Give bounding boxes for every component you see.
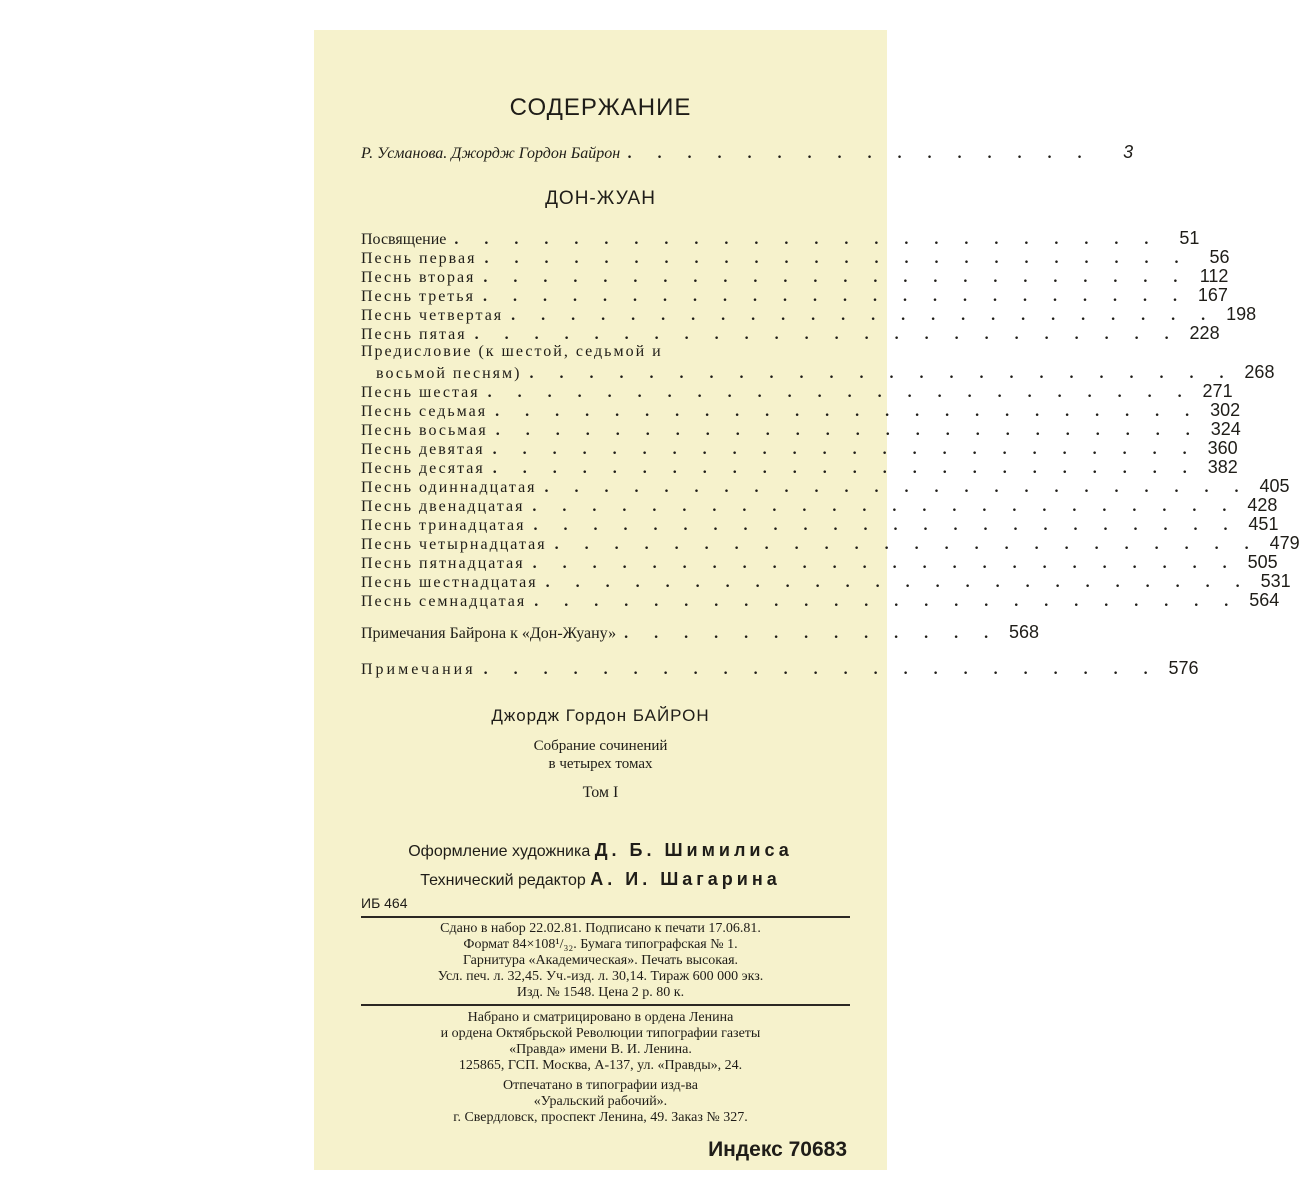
toc-label: Песнь третья [361,288,475,305]
toc-entry [361,266,1229,287]
tech-prefix: Технический редактор [420,872,586,889]
toc-page: 228 [1189,323,1220,343]
toc-entry [361,495,1278,516]
colophon-volume: Том I [582,784,619,801]
toc-label: Песнь семнадцатая [361,593,527,610]
toc-label: Примечания Байрона к «Дон-Жуану» [361,625,617,642]
toc-page: 479 [1269,533,1300,553]
print-line: «Уральский рабочий». [533,1094,668,1109]
design-name: Д. Б. Шимилиса [594,840,793,860]
toc-leader: . . . . . . . . . . . . . . . . . . . . . . . . [532,498,1238,515]
toc-leader: . . . . . . . . . . . . . . . . . . . . . . . . [492,441,1198,458]
toc-entry-notes [361,658,1199,679]
toc-page: 198 [1226,304,1257,324]
toc-leader: . . . . . . . . . . . . . . . . . . . . . . . . [529,365,1235,382]
toc-leader: . . . . . . . . . . . . . . . . . . . . . . . . [495,422,1201,439]
section-title: ДОН-ЖУАН [545,188,656,209]
toc-label: Песнь тринадцатая [361,517,526,534]
toc-label: Примечания [361,661,476,678]
toc-leader: . . . . . . . . . . . . . . . . . . . . . . . . [554,536,1260,553]
toc-label: Песнь двенадцатая [361,498,525,515]
toc-page: 51 [1179,228,1200,248]
print-line: Усл. печ. л. 32,45. Уч.-изд. л. 30,14. Тираж 600 000 экз. [437,969,764,984]
toc-label: Песнь десятая [361,460,485,477]
toc-page: 564 [1249,590,1280,610]
toc-leader: . . . . . . . . . . . . . [624,625,1000,642]
toc-entry [361,247,1230,268]
toc-entry [361,533,1300,554]
toc-entry [361,552,1278,573]
toc-leader: . . . . . . . . . . . . . . . . . . . . . . . . [534,593,1240,610]
print-line: Отпечатано в типографии изд-ва [503,1078,698,1093]
toc-page: 360 [1207,438,1238,458]
print-block-1 [314,921,887,1001]
colophon-series-line2: в четырех томах [548,756,653,772]
toc-entry-byron-notes [361,622,1040,643]
toc-entry [361,571,1291,592]
toc-leader: . . . . . . . . . . . . . . . . . . . . . . . . [483,269,1189,286]
toc-entry [361,228,1200,249]
toc-entry [361,304,1257,325]
toc-label: Р. Усманова. Джордж Гордон Байрон [361,145,621,162]
toc-entry [361,323,1220,344]
toc-label: Посвящение [361,231,447,248]
book-page [314,30,1300,1170]
toc-page: 3 [1123,142,1134,162]
toc-entry [361,400,1241,421]
toc-entry [361,590,1280,611]
toc-leader: . . . . . . . . . . . . . . . . . . . . . . . . [492,460,1198,477]
index-number: Индекс 70683 [708,1138,847,1161]
toc-entry [361,476,1290,497]
toc-leader: . . . . . . . . . . . . . . . . . . . . . . . . [487,384,1193,401]
print-line: 125865, ГСП. Москва, А-137, ул. «Правды», 24. [458,1058,743,1073]
print-line: Гарнитура «Академическая». Печать высокая. [462,953,739,968]
toc-leader: . . . . . . . . . . . . . . . . . . . . . . . . [533,517,1239,534]
toc-label: Песнь седьмая [361,403,488,420]
toc-page: 112 [1199,266,1229,286]
toc-entry [361,381,1233,402]
print-line: и ордена Октябрьской Революции типографии газеты [440,1026,761,1041]
toc-page: 167 [1197,285,1228,305]
toc-entry [361,285,1228,306]
toc-preface-line1: Предисловие (к шестой, седьмой и [361,343,663,360]
toc-page: 56 [1209,247,1230,267]
toc-page: 451 [1248,514,1279,534]
toc-entry [361,438,1238,459]
colophon-tech-editor [314,869,887,890]
print-line: Набрано и сматрицировано в ордена Ленина [467,1010,734,1025]
toc-page: 531 [1260,571,1291,591]
toc-entry [361,457,1238,478]
toc-page: 505 [1247,552,1278,572]
toc-page: 405 [1259,476,1290,496]
toc-page: 428 [1247,495,1278,515]
toc-entry-preface [376,362,1275,383]
toc-label: Песнь четвертая [361,307,504,324]
toc-label: Песнь восьмая [361,422,488,439]
toc-leader: . . . . . . . . . . . . . . . . . . . . . . . . [454,231,1160,248]
print-line: г. Свердловск, проспект Ленина, 49. Заказ № 327. [453,1110,748,1125]
print-line: Изд. № 1548. Цена 2 р. 80 к. [516,985,685,1000]
toc-page: 302 [1210,400,1241,420]
toc-label: Песнь шестнадцатая [361,574,538,591]
toc-label: Песнь шестая [361,384,480,401]
toc-page: 324 [1210,419,1241,439]
toc-label: Песнь одиннадцатая [361,479,537,496]
toc-leader: . . . . . . . . . . . . . . . . . . . . . . . . [545,574,1251,591]
toc-page: 382 [1207,457,1238,477]
toc-label: Песнь пятнадцатая [361,555,525,572]
contents-title: СОДЕРЖАНИЕ [509,94,692,121]
toc-entry-intro [361,142,1134,163]
toc-page: 568 [1009,622,1040,642]
toc-page: 576 [1168,658,1199,678]
toc-leader: . . . . . . . . . . . . . . . . . . . . . . . . [532,555,1238,572]
toc-leader: . . . . . . . . . . . . . . . . . . . . . . . . [484,250,1190,267]
toc-leader: . . . . . . . . . . . . . . . . . . . . . . . . [544,479,1250,496]
toc-label: Песнь девятая [361,441,485,458]
tech-name: А. И. Шагарина [590,869,781,889]
colophon-author: Джордж Гордон БАЙРОН [491,706,710,725]
colophon-series-line1: Собрание сочинений [533,738,668,754]
print-block-3 [314,1078,887,1126]
toc-page: 268 [1244,362,1275,382]
print-line: Сдано в набор 22.02.81. Подписано к печати 17.06.81. [440,921,761,936]
divider [361,1004,850,1006]
toc-page: 271 [1202,381,1233,401]
toc-label: Песнь пятая [361,326,467,343]
print-line: Формат 84×108¹/₃₂. Бумага типографская № 1. [463,937,738,952]
design-prefix: Оформление художника [408,843,591,860]
colophon-design [314,840,887,861]
toc-leader: . . . . . . . . . . . . . . . . . . . . . . . [483,661,1159,678]
print-block-2 [314,1010,887,1074]
toc-leader: . . . . . . . . . . . . . . . . [628,145,1094,162]
print-line: «Правда» имени В. И. Ленина. [509,1042,692,1057]
divider [361,916,850,918]
toc-label: Песнь четырнадцатая [361,536,547,553]
toc-leader: . . . . . . . . . . . . . . . . . . . . . . . . [511,307,1217,324]
toc-entry [361,514,1279,535]
toc-label: Песнь вторая [361,269,476,286]
toc-entry [361,419,1241,440]
toc-leader: . . . . . . . . . . . . . . . . . . . . . . . . [474,326,1180,343]
toc-leader: . . . . . . . . . . . . . . . . . . . . . . . . [495,403,1201,420]
toc-label: Песнь первая [361,250,477,267]
toc-leader: . . . . . . . . . . . . . . . . . . . . . . . . [482,288,1188,305]
toc-label: восьмой песням) [376,365,522,382]
ib-number: ИБ 464 [361,895,408,911]
